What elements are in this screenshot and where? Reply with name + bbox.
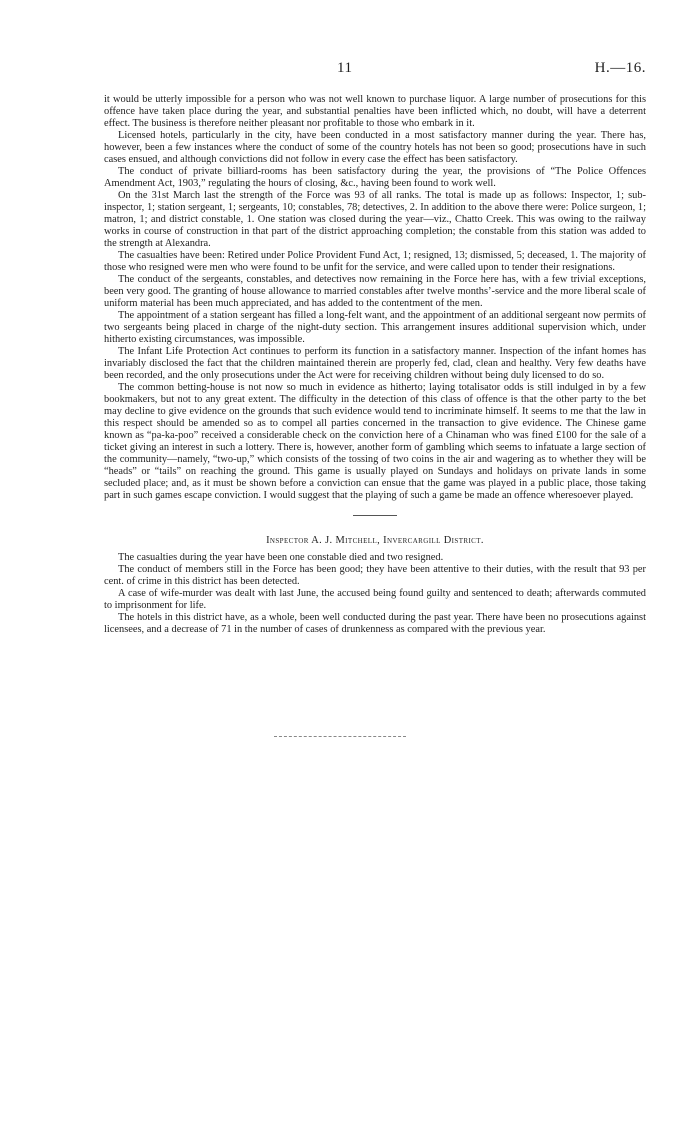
section-heading-text: Inspector A. J. Mitchell, Invercargill District.	[266, 535, 484, 546]
section-divider	[353, 515, 397, 516]
section-heading	[104, 535, 646, 547]
end-divider	[274, 736, 406, 737]
paragraph: The conduct of private billiard-rooms has been satisfactory during the year, the provisions of “The Police Offences Amendment Act, 1903,” regulating the hours of closing, &c., having been found to work well.	[104, 166, 646, 189]
paragraph: The casualties during the year have been one constable died and two resigned.	[118, 552, 444, 563]
page-number: 11	[337, 60, 353, 76]
document-code: H.—16.	[594, 60, 646, 76]
paragraph: Licensed hotels, particularly in the city, have been conducted in a most satisfactory manner during the year. There has, however, been a few instances where the conduct of some of the country hotels has not been so good; prosecutions have in such cases ensued, and although convictions did not follow in every case the effect has been satisfactory.	[104, 130, 646, 165]
report-body	[104, 94, 646, 737]
paragraph: The Infant Life Protection Act continues to perform its function in a satisfactory manner. Inspection of the infant homes has invariably disclosed the fact that the children maintained therein are properly fed, clad, clean and healthy. Very few deaths have been recorded, and the only prosecutions under the Act were for receiving children without being duly licensed to do so.	[104, 346, 646, 381]
paragraph: The conduct of members still in the Force has been good; they have been attentive to their duties, with the result that 93 per cent. of crime in this district has been detected.	[104, 564, 646, 587]
page-header	[104, 60, 646, 80]
paragraph: On the 31st March last the strength of the Force was 93 of all ranks. The total is made up as follows: Inspector, 1; sub-inspector, 1; station sergeant, 1; sergeants, 10; constables, 78; detectives, 2. In addition to the above there were: Police surgeon, 1; matron, 1; and district constable, 1. One station was closed during the year—viz., Chatto Creek. This was owing to the railway works in course of construction in that part of the district approaching completion; the constable from this station was added to the strength at Alexandra.	[104, 190, 646, 249]
paragraph: The conduct of the sergeants, constables, and detectives now remaining in the Force here has, with a few trivial exceptions, been very good. The granting of house allowance to married constables after twelve months’-service and the more liberal scale of uniform material has been much appreciated, and has added to the contentment of the men.	[104, 274, 646, 309]
paragraph: it would be utterly impossible for a person who was not well known to purchase liquor. A large number of prosecutions for this offence have taken place during the year, and substantial penalties have been inflicted which, no doubt, will have a deterrent effect. The business is therefore neither pleasant nor profitable to those who embark in it.	[104, 94, 646, 129]
paragraph: A case of wife-murder was dealt with last June, the accused being found guilty and sentenced to death; afterwards commuted to imprisonment for life.	[104, 588, 646, 611]
paragraph: The appointment of a station sergeant has filled a long-felt want, and the appointment of an additional sergeant now permits of two sergeants being placed in charge of the night-duty section. This arrangement insures additional supervision which, under hitherto existing circumstances, was impossible.	[104, 310, 646, 345]
paragraph: The casualties have been: Retired under Police Provident Fund Act, 1; resigned, 13; dismissed, 5; deceased, 1. The majority of those who resigned were men who were found to be unfit for the service, and were called upon to tender their resignations.	[104, 250, 646, 273]
paragraph: The hotels in this district have, as a whole, been well conducted during the past year. There have been no prosecutions against licensees, and a decrease of 71 in the number of cases of drunkenness as compared with the previous year.	[104, 612, 646, 635]
paragraph: The common betting-house is not now so much in evidence as hitherto; laying totalisator odds is still indulged in by a few bookmakers, but not to any great extent. The difficulty in the detection of this class of offence is that the other party to the bet may decline to give evidence on the grounds that such evidence would tend to incriminate himself. It seems to me that the law in this respect should be amended so as to compel all parties concerned in the transaction to give evidence. The Chinese game known as “pa-ka-poo” received a considerable check on the conviction here of a Chinaman who was fined £100 for the sale of a ticket giving an interest in such a lottery. There is, however, another form of gambling which seems to infatuate a large section of the community—namely, “two-up,” which consists of the tossing of two coins in the air and wagering as to whether they will be “heads” or “tails” on reaching the ground. This game is usually played on Sundays and holidays on private lands in some secluded place; and, as it must be shown before a conviction can ensue that the game was played in a public place, those taking part in such games escape conviction. I would suggest that the playing of such a game be made an offence wheresoever played.	[104, 382, 646, 501]
